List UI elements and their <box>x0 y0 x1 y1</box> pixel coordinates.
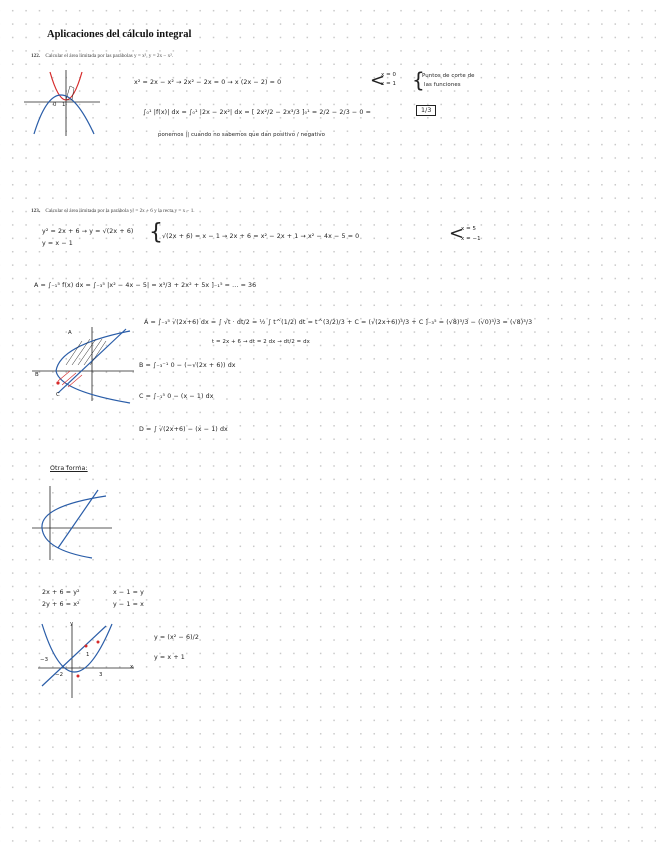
otra-forma-graph-2 <box>36 620 136 700</box>
otra-y-line: y = (x² − 6)/2 <box>154 634 199 641</box>
otra-sys-right: x − 1 = y <box>113 589 144 596</box>
point-label: 3 <box>99 672 103 678</box>
parabola-2x-x2 <box>34 95 94 134</box>
brace-note: las funciones <box>424 82 461 88</box>
intersection-point <box>56 381 59 384</box>
otra-sys-left: 2y + 6 = x² <box>42 601 80 608</box>
point-label: −3 <box>40 657 49 663</box>
problem-number: 122. <box>31 53 41 59</box>
p123-a-line: A = ∫₋₃⁵ √(2x+6) dx = ∫ √t · dt/2 = ½ ∫ t^(1/2) dt = t^(3/2)/3 + C = (√(2x+6))³/3 + C ]₋₃⁵ = (√8)³/3 − (√0)³/3 = (√8)³/3 <box>144 319 533 326</box>
region-label: A <box>68 330 72 336</box>
root-value: x = −1 <box>461 236 481 242</box>
p123-d-line: D = ∫ √(2x+6) − (x − 1) dx <box>139 426 228 433</box>
otra-forma-title: Otra forma: <box>50 465 88 472</box>
root-value: x = 5 <box>461 226 477 232</box>
root-value: x = 0 <box>381 72 397 78</box>
axis-label: x <box>130 664 134 670</box>
otra-forma-graph-1 <box>30 482 115 562</box>
line-curve <box>42 626 106 686</box>
page-title: Aplicaciones del cálculo integral <box>47 29 192 40</box>
graph-label: 0 <box>53 102 57 108</box>
parabola-curve <box>42 624 112 672</box>
brace-note: Puntos de corte de <box>422 73 475 79</box>
otra-sys-left: 2x + 6 = y² <box>42 589 80 596</box>
note-brace: { <box>412 68 425 92</box>
intersection-point <box>77 675 80 678</box>
line-curve <box>58 490 98 548</box>
intersection-point <box>85 645 88 648</box>
p122-integral-line: ∫₀¹ |f(x)| dx = ∫₀¹ |2x − 2x²| dx = [ 2x²/2 − 2x³/3 ]₀¹ = 2/2 − 2/3 − 0 = <box>143 109 371 116</box>
p122-eq-line1: x² = 2x − x² → 2x² − 2x = 0 → x (2x − 2) = 0 <box>134 79 282 86</box>
otra-sys-right: y − 1 = x <box>113 601 144 608</box>
problem-text: Calcular el área limitada por las parábolas y = x², y = 2x − x². <box>45 53 174 59</box>
p123-area-line: A = ∫₋₁⁵ f(x) dx = ∫₋₃⁵ |x² − 4x − 5| = x³/3 + 2x² + 5x ]₋₁⁵ = ... = 36 <box>34 282 257 289</box>
p123-eq1: √(2x + 6) = x − 1 → 2x + 6 = x² − 2x + 1 → x² − 4x − 5 = 0 <box>162 233 360 240</box>
p122-result: 1/3 <box>416 105 436 116</box>
graph-label: 1 <box>62 102 66 108</box>
roots-brace: < <box>449 223 465 244</box>
problem-text: Calcular el área limitada por la parábola y² = 2x + 6 y la recta y = x − 1. <box>45 208 195 214</box>
system-brace: { <box>149 220 163 245</box>
p123-c-line: C = ∫₋₁⁵ 0 − (x − 1) dx <box>139 393 214 400</box>
p123-system-2: y = x − 1 <box>42 240 73 247</box>
problem-number: 123. <box>31 208 41 214</box>
roots-brace: < <box>370 70 386 91</box>
point-label: −2 <box>55 672 64 678</box>
root-value: x = 1 <box>381 81 397 87</box>
axis-label: y <box>70 621 74 627</box>
p123-system-1: y² = 2x + 6 → y = √(2x + 6) <box>42 228 134 235</box>
problem-122-statement <box>31 53 173 59</box>
region-graph <box>30 325 140 405</box>
parabola-curve <box>56 331 130 403</box>
intersection-point <box>97 641 100 644</box>
p123-b-line: B = ∫₋₃⁻¹ 0 − (−√(2x + 6)) dx <box>139 362 236 369</box>
point-label: 1 <box>86 652 90 658</box>
p123-substitution: t = 2x + 6 → dt = 2 dx → dt/2 = dx <box>212 339 310 345</box>
otra-y-line2: y = x + 1 <box>154 654 185 661</box>
region-label: C <box>56 392 60 398</box>
p122-note: ponemos || cuando no sabemos que dan positivo / negativo <box>158 132 326 138</box>
parabola-curve <box>42 496 106 558</box>
region-label: B <box>35 372 39 378</box>
problem-123-statement <box>31 208 195 214</box>
